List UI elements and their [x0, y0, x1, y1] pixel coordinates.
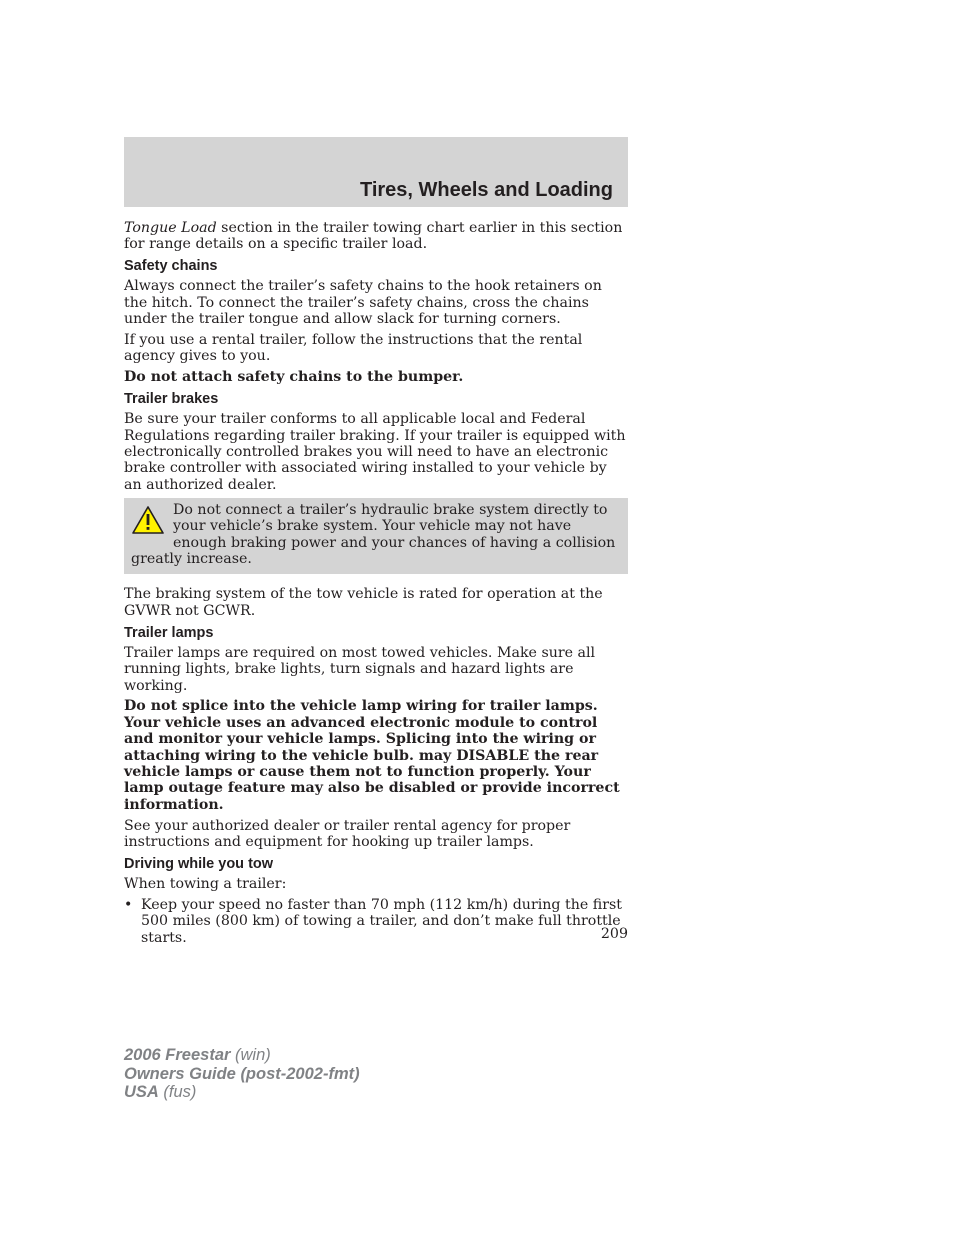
bullet-marker: • — [124, 897, 133, 913]
list-item — [124, 897, 628, 946]
intro-text: section in the trailer towing chart earlier in this section for range details on a specific trailer load. — [124, 220, 623, 253]
intro-paragraph — [124, 220, 628, 253]
section-title: Tires, Wheels and Loading — [359, 179, 613, 201]
trailer-brakes-paragraph-2: The braking system of the tow vehicle is rated for operation at the GVWR not GCWR. — [124, 586, 603, 619]
warning-box — [124, 498, 628, 575]
document-footer — [124, 1046, 360, 1102]
footer-line-3 — [124, 1083, 360, 1102]
trailer-lamps-paragraph-1: Trailer lamps are required on most towed vehicles. Make sure all running lights, brake lights, turn signals and hazard lights are working. — [124, 644, 596, 694]
safety-chains-caution: Do not attach safety chains to the bumper. — [124, 369, 464, 386]
safety-chains-heading: Safety chains — [124, 258, 218, 275]
section-header-band — [124, 137, 628, 207]
warning-text: Do not connect a trailer’s hydraulic brake system directly to your vehicle’s brake system. Your vehicle may not have enough braking power and your chances of having a collision greatly increase. — [131, 501, 616, 567]
trailer-lamps-heading: Trailer lamps — [124, 624, 214, 641]
footer-model: 2006 Freestar — [124, 1046, 231, 1064]
page-content — [124, 220, 628, 950]
page-number: 209 — [600, 926, 628, 942]
footer-model-code: (win) — [230, 1046, 271, 1064]
safety-chains-paragraph-1: Always connect the trailer’s safety chains to the hook retainers on the hitch. To connect the trailer’s safety chains, cross the chains under the trailer tongue and allow slack for turning corners. — [124, 278, 602, 328]
footer-line-1 — [124, 1046, 360, 1065]
safety-chains-paragraph-2: If you use a rental trailer, follow the instructions that the rental agency gives to you. — [124, 332, 583, 365]
footer-market: USA — [124, 1083, 159, 1101]
trailer-brakes-heading: Trailer brakes — [124, 391, 219, 408]
driving-paragraph-1: When towing a trailer: — [124, 876, 287, 893]
footer-market-code: (fus) — [158, 1083, 197, 1101]
warning-triangle-icon — [131, 505, 165, 535]
trailer-brakes-paragraph-1: Be sure your trailer conforms to all applicable local and Federal Regulations regarding trailer braking. If your trailer is equipped with electronically controlled brakes you will need to have an electronic brake controller with associated wiring installed to your vehicle by an authorized dealer. — [124, 411, 626, 493]
trailer-lamps-caution: Do not splice into the vehicle lamp wiring for trailer lamps. Your vehicle uses an advanced electronic module to control and monitor your vehicle lamps. Splicing into the wiring or attaching wiring to the vehicle bulb. may DISABLE the rear vehicle lamps or cause them not to function properly. Your lamp outage feature may also be disabled or provide incorrect information. — [124, 698, 620, 813]
trailer-lamps-paragraph-3: See your authorized dealer or trailer rental agency for proper instructions and equipment for hooking up trailer lamps. — [124, 817, 571, 851]
footer-line-2: Owners Guide (post-2002-fmt) — [124, 1064, 360, 1083]
tongue-load-term: Tongue Load — [124, 220, 217, 236]
list-item-text: Keep your speed no faster than 70 mph (112 km/h) during the first 500 miles (800 km) of towing a trailer, and don’t make full throttle starts. — [141, 897, 622, 946]
driving-heading: Driving while you tow — [124, 856, 274, 873]
